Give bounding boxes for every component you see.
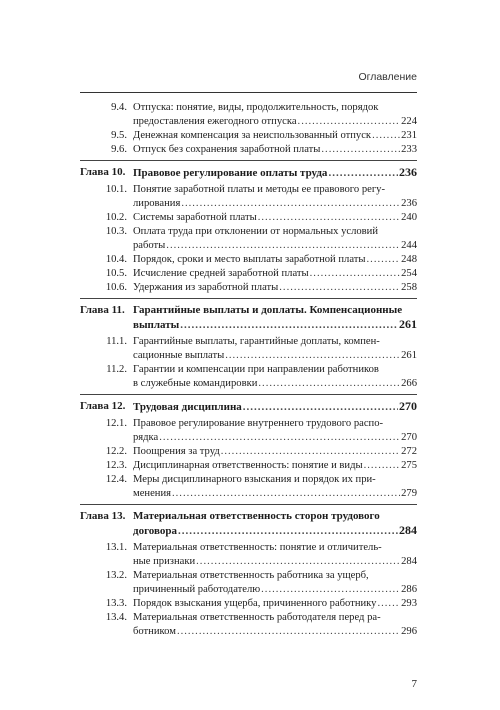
toc-section-entry [80, 445, 417, 459]
entry-title-line: Меры дисциплинарного взыскания и порядок их при- [133, 474, 376, 485]
entry-number: Глава 11. [80, 304, 125, 316]
entry-title-line: Отпуска: понятие, виды, продолжительность, порядок [133, 102, 379, 113]
entry-number: 11.2. [106, 364, 127, 375]
entry-title-line: Материальная ответственность: понятие и отличитель- [133, 542, 382, 553]
toc-chapter-entry [80, 303, 417, 332]
entry-page-number: 293 [401, 598, 417, 609]
entry-title-line: Отпуск без сохранения заработной платы [133, 144, 321, 155]
toc-section-entry [80, 211, 417, 225]
dot-leader [159, 431, 400, 445]
entry-title-line: Материальная ответственность сторон трудового [133, 510, 380, 522]
entry-number: 10.2. [105, 212, 127, 223]
entry-title-line: Порядок, сроки и место выплаты заработной платы [133, 254, 366, 265]
toc-section-entry [80, 253, 417, 267]
entry-title-line: рядка [133, 432, 159, 443]
toc-section-entry [80, 143, 417, 157]
entry-title-line: Системы заработной платы [133, 212, 257, 223]
toc-section-entry [80, 541, 417, 569]
toc-section-entry [80, 225, 417, 253]
dot-leader [196, 555, 400, 569]
entry-page-number: 261 [399, 317, 417, 331]
entry-title-line: лирования [133, 198, 181, 209]
toc-section-entry [80, 335, 417, 363]
entry-number: 10.5. [105, 268, 127, 279]
entry-page-number: 272 [401, 446, 417, 457]
toc-section-entry [80, 417, 417, 445]
entry-title-line: Оплата труда при отклонении от нормальных условий [133, 226, 378, 237]
entry-page-number: 236 [399, 165, 417, 179]
dot-leader [310, 267, 400, 281]
entry-page-number: 233 [401, 144, 417, 155]
entry-page-number: 248 [401, 254, 417, 265]
entry-number: 13.2. [105, 570, 127, 581]
dot-leader [364, 459, 401, 473]
entry-page-number: 258 [401, 282, 417, 293]
dot-leader [279, 281, 400, 295]
dot-leader [321, 143, 400, 157]
dot-leader [181, 197, 400, 211]
entry-title-line: Правовое регулирование внутреннего трудового распо- [133, 418, 384, 429]
toc-section-entry [80, 129, 417, 143]
toc-section-entry [80, 597, 417, 611]
entry-number: 13.3. [105, 598, 127, 609]
toc-section-entry [80, 473, 417, 501]
running-header-title: Оглавление [358, 71, 417, 83]
entry-page-number: 279 [401, 488, 417, 499]
dot-leader [166, 239, 400, 253]
entry-title-line: ные признаки [133, 556, 196, 567]
dot-leader [178, 524, 398, 538]
chapter-divider [80, 394, 417, 395]
entry-title-line: Гарантии и компенсации при направлении работников [133, 364, 379, 375]
dot-leader [258, 377, 400, 391]
page-number: 7 [411, 678, 417, 690]
entry-title-line: Гарантийные выплаты, гарантийные доплаты, компен- [133, 336, 380, 347]
entry-page-number: 224 [401, 116, 417, 127]
entry-number: 10.6. [105, 282, 127, 293]
dot-leader [261, 583, 400, 597]
entry-number: 9.5. [111, 130, 127, 141]
dot-leader [180, 318, 398, 332]
dot-leader [298, 115, 401, 129]
entry-page-number: 254 [401, 268, 417, 279]
entry-title-line: ботником [133, 626, 176, 637]
entry-page-number: 244 [401, 240, 417, 251]
entry-number: Глава 13. [80, 510, 126, 522]
dot-leader [221, 445, 400, 459]
entry-number: Глава 10. [80, 166, 126, 178]
entry-page-number: 296 [401, 626, 417, 637]
table-of-contents [80, 101, 417, 639]
toc-section-entry [80, 459, 417, 473]
entry-number: 13.1. [105, 542, 127, 553]
entry-title-line: Порядок взыскания ущерба, причиненного работнику [133, 598, 377, 609]
dot-leader [258, 211, 400, 225]
toc-section-entry [80, 183, 417, 211]
dot-leader [243, 400, 398, 414]
entry-page-number: 275 [401, 460, 417, 471]
entry-page-number: 270 [399, 399, 417, 413]
entry-title-line: Материальная ответственность работодателя перед ра- [133, 612, 381, 623]
entry-title-line: Понятие заработной платы и методы ее правового регу- [133, 184, 385, 195]
entry-title-line: Удержания из заработной платы [133, 282, 279, 293]
entry-title-line: Дисциплинарная ответственность: понятие и виды [133, 460, 363, 471]
toc-section-entry [80, 281, 417, 295]
dot-leader [172, 487, 400, 501]
dot-leader [372, 129, 400, 143]
entry-page-number: 284 [401, 556, 417, 567]
entry-title-line: Денежная компенсация за неиспользованный отпуск [133, 130, 372, 141]
entry-title-line: Поощрения за труд [133, 446, 220, 457]
entry-title-line: Материальная ответственность работника за ущерб, [133, 570, 369, 581]
entry-title-line: менения [133, 488, 171, 499]
header-rule [80, 92, 417, 93]
entry-page-number: 266 [401, 378, 417, 389]
entry-page-number: 231 [401, 130, 417, 141]
entry-page-number: 240 [401, 212, 417, 223]
entry-number: 10.3. [105, 226, 127, 237]
entry-title-line: работы [133, 240, 166, 251]
entry-number: 9.6. [111, 144, 127, 155]
entry-title-line: выплаты [133, 319, 180, 331]
dot-leader [367, 253, 401, 267]
dot-leader [177, 625, 400, 639]
chapter-divider [80, 504, 417, 505]
entry-title-line: Правовое регулирование оплаты труда [133, 167, 328, 179]
entry-page-number: 270 [401, 432, 417, 443]
entry-number: 11.1. [106, 336, 127, 347]
entry-title-line: Гарантийные выплаты и доплаты. Компенсационные [133, 304, 403, 316]
entry-number: 10.4. [105, 254, 127, 265]
dot-leader [377, 597, 400, 611]
toc-section-entry [80, 363, 417, 391]
entry-number: Глава 12. [80, 400, 126, 412]
toc-chapter-entry [80, 399, 417, 414]
toc-section-entry [80, 611, 417, 639]
entry-page-number: 284 [399, 523, 417, 537]
entry-number: 12.4. [105, 474, 127, 485]
entry-title-line: договора [133, 525, 177, 537]
entry-title-line: в служебные командировки [133, 378, 258, 389]
toc-section-entry [80, 569, 417, 597]
toc-section-entry [80, 101, 417, 129]
dot-leader [328, 166, 398, 180]
entry-title-line: Трудовая дисциплина [133, 401, 242, 413]
toc-chapter-entry [80, 165, 417, 180]
entry-number: 12.2. [105, 446, 127, 457]
toc-section-entry [80, 267, 417, 281]
entry-title-line: предоставления ежегодного отпуска [133, 116, 297, 127]
entry-page-number: 236 [401, 198, 417, 209]
entry-number: 12.3. [105, 460, 127, 471]
entry-title-line: Исчисление средней заработной платы [133, 268, 309, 279]
chapter-divider [80, 160, 417, 161]
dot-leader [225, 349, 400, 363]
entry-page-number: 286 [401, 584, 417, 595]
entry-number: 10.1. [105, 184, 127, 195]
entry-title-line: сационные выплаты [133, 350, 225, 361]
chapter-divider [80, 298, 417, 299]
entry-title-line: причиненный работодателю [133, 584, 261, 595]
entry-number: 13.4. [105, 612, 127, 623]
toc-chapter-entry [80, 509, 417, 538]
entry-number: 9.4. [111, 102, 127, 113]
entry-number: 12.1. [105, 418, 127, 429]
entry-page-number: 261 [401, 350, 417, 361]
